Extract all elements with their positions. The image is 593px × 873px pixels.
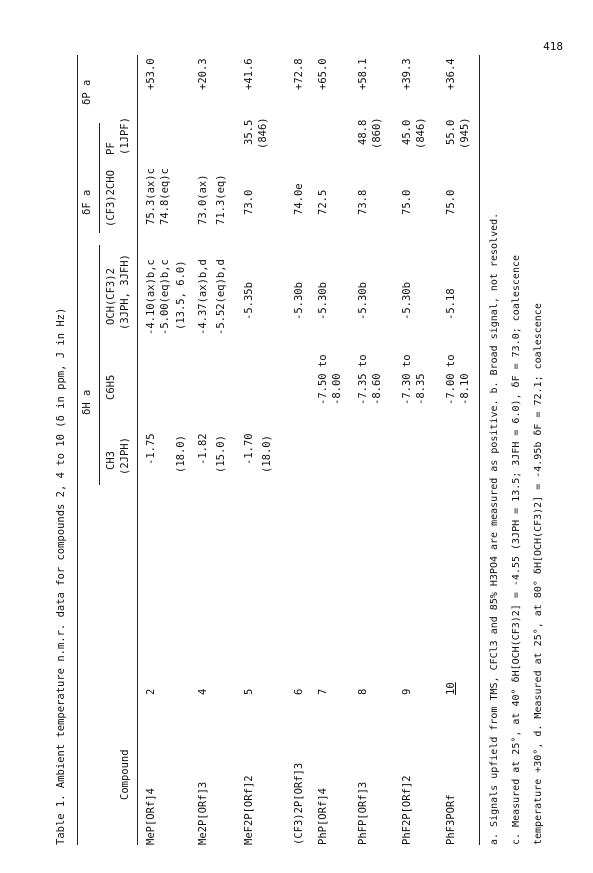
p-shift: +36.4 <box>445 58 457 90</box>
cf3-shift: 74.0e <box>293 183 305 215</box>
ch3-coupling: (15.0) <box>215 435 227 473</box>
pf-coupling: (846) <box>257 117 269 149</box>
header-ch3: CH3 <box>105 451 117 470</box>
table-caption: Table 1. Ambient temperature n.m.r. data for compounds 2, 4 to 10 (δ in ppm, J in Hz) <box>55 307 67 845</box>
och-shift: -5.30b <box>293 282 305 320</box>
pf-coupling: (846) <box>415 117 427 149</box>
pf-shift: 55.0 <box>445 119 457 145</box>
footnote-line: c. Measured at 25°, at 40° δH[OCH(CF3)2] = -4.55 (3JPH = 13.5; 3JFH = 6.0), δF = 73.0; coalescence <box>511 254 522 845</box>
c6h5-shift: -8.35 <box>415 373 427 405</box>
compound-number: 4 <box>197 688 209 695</box>
compound-number: 9 <box>401 688 413 695</box>
c6h5-shift: -7.00 to <box>445 354 457 405</box>
cf3-shift: 73.0 <box>243 189 255 215</box>
header-och-j: (3JPH, 3JFH) <box>119 254 131 330</box>
och-coupling: (13.5, 6.0) <box>175 260 187 330</box>
compound-number: 6 <box>293 688 305 695</box>
header-pf: PF <box>105 142 117 155</box>
p-shift: +58.1 <box>357 58 369 90</box>
pf-shift: 48.8 <box>357 119 369 145</box>
delta-f-rule <box>99 123 100 233</box>
top-rule <box>77 55 78 845</box>
cf3-shift: 74.8(eq)c <box>159 168 171 225</box>
p-shift: +41.6 <box>243 58 255 90</box>
header-och: OCH(CF3)2 <box>105 268 117 325</box>
footnote-line: a. Signals upfield from TMS, CFCl3 and 85% H3PO4 are measured as positive. b. Broad signal, not resolved. <box>489 212 500 845</box>
p-shift: +72.8 <box>293 58 305 90</box>
compound-name: PhF3PORf <box>445 794 457 845</box>
pf-shift: 45.0 <box>401 119 413 145</box>
och-shift: -5.30b <box>317 282 329 320</box>
och-shift: -4.37(ax)b,d <box>197 259 209 335</box>
och-shift: -5.35b <box>243 282 255 320</box>
c6h5-shift: -8.10 <box>459 373 471 405</box>
compound-name: PhF2P[ORf]2 <box>401 775 413 845</box>
ch3-coupling: (18.0) <box>261 435 273 473</box>
och-shift: -5.30b <box>357 282 369 320</box>
compound-name: (CF3)2P[ORf]3 <box>293 762 305 845</box>
header-pf-j: (1JPF) <box>119 117 131 155</box>
och-shift: -5.52(eq)b,d <box>215 259 227 335</box>
header-delta-f: δF a <box>81 189 93 215</box>
och-shift: -5.00(eq)b,c <box>159 259 171 335</box>
header-c6h5: C6H5 <box>105 374 117 400</box>
p-shift: +53.0 <box>145 58 157 90</box>
compound-number: 7 <box>317 688 329 695</box>
och-shift: -5.30b <box>401 282 413 320</box>
rotated-table-page <box>55 45 575 845</box>
c6h5-shift: -7.35 to <box>357 354 369 405</box>
footnote-line: temperature +30°, d. Measured at 25°, at 80° δH[OCH(CF3)2] = -4.95b δF = 72.1; coalescence <box>533 303 544 845</box>
delta-h-rule <box>99 245 100 485</box>
bottom-rule <box>479 55 480 845</box>
header-ch3-j: (2JPH) <box>119 437 131 475</box>
header-cf3: (CF3)2CHO <box>105 170 117 227</box>
c6h5-shift: -7.30 to <box>401 354 413 405</box>
page-number: 418 <box>543 40 563 53</box>
ch3-coupling: (18.0) <box>175 435 187 473</box>
header-delta-p: δP a <box>81 79 93 105</box>
c6h5-shift: -7.50 to <box>317 354 329 405</box>
compound-name: PhP[ORf]4 <box>317 788 329 845</box>
compound-number: 5 <box>243 688 255 695</box>
ch3-shift: -1.82 <box>197 433 209 465</box>
p-shift: +65.0 <box>317 58 329 90</box>
cf3-shift: 71.3(eq) <box>215 174 227 225</box>
cf3-shift: 75.0 <box>401 189 413 215</box>
compound-number: 8 <box>357 688 369 695</box>
c6h5-shift: -8.60 <box>371 373 383 405</box>
ch3-shift: -1.75 <box>145 433 157 465</box>
cf3-shift: 75.0 <box>445 189 457 215</box>
c6h5-shift: -8.00 <box>331 373 343 405</box>
pf-coupling: (945) <box>459 117 471 149</box>
och-shift: -4.10(ax)b,c <box>145 259 157 335</box>
pf-shift: 35.5 <box>243 119 255 145</box>
compound-number: 10 <box>445 682 457 695</box>
compound-name: MeP[ORf]4 <box>145 788 157 845</box>
header-compound: Compound <box>119 749 131 800</box>
compound-name: MeF2P[ORf]2 <box>243 775 255 845</box>
cf3-shift: 72.5 <box>317 189 329 215</box>
cf3-shift: 73.8 <box>357 189 369 215</box>
och-shift: -5.18 <box>445 288 457 320</box>
compound-name: PhFP[ORf]3 <box>357 781 369 845</box>
p-shift: +39.3 <box>401 58 413 90</box>
p-shift: +20.3 <box>197 58 209 90</box>
pf-coupling: (860) <box>371 117 383 149</box>
cf3-shift: 75.3(ax)c <box>145 168 157 225</box>
header-delta-h: δH a <box>81 389 93 415</box>
header-rule <box>137 55 138 845</box>
compound-name: Me2P[ORf]3 <box>197 781 209 845</box>
ch3-shift: -1.70 <box>243 433 255 465</box>
compound-number: 2 <box>145 688 157 695</box>
cf3-shift: 73.0(ax) <box>197 174 209 225</box>
